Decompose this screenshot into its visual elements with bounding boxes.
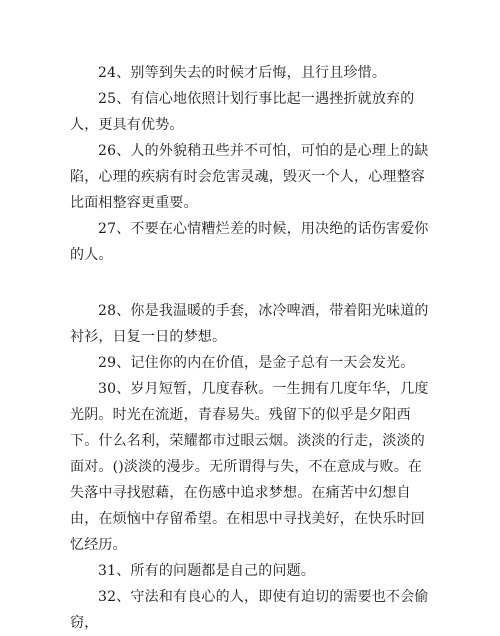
paragraph-29: 29、记住你的内在价值，是金子总有一天会发光。 <box>98 355 415 371</box>
paragraph-27: 27、不要在心情糟烂差的时候，用决绝的话伤害爱你的人。 <box>70 221 429 263</box>
paragraph-31: 31、所有的问题都是自己的问题。 <box>98 563 316 579</box>
paragraph-30: 30、岁月短暂，几度春秋。一生拥有几度年华，几度光阴。时光在流逝，青春易失。残留下的似乎是夕阳西下。什么名利，荣耀都市过眼云烟。淡淡的行走，淡淡的面对。()淡淡的漫步。无所谓得与失，不在意成与败。在失落中寻找慰藉，在伤感中追求梦想。在痛苦中幻想自由，在烦恼中存留希望。在相思中寻找美好，在快乐时回忆经历。 <box>70 381 429 553</box>
paragraph-24: 24、别等到失去的时候才后悔，且行且珍惜。 <box>98 65 387 81</box>
paragraph-25: 25、有信心地依照计划行事比起一遇挫折就放弃的人，更具有优势。 <box>70 91 415 133</box>
paragraph-26: 26、人的外貌稍丑些并不可怕，可怕的是心理上的缺陷，心理的疾病有时会危害灵魂，毁灭一个人，心理整容比面相整容更重要。 <box>70 143 429 211</box>
paragraph-32: 32、守法和有良心的人，即使有迫切的需要也不会偷窃， <box>70 589 429 631</box>
document-body <box>70 60 430 636</box>
paragraph-28: 28、你是我温暖的手套，冰冷啤酒，带着阳光味道的衬衫，日复一日的梦想。 <box>70 303 429 345</box>
